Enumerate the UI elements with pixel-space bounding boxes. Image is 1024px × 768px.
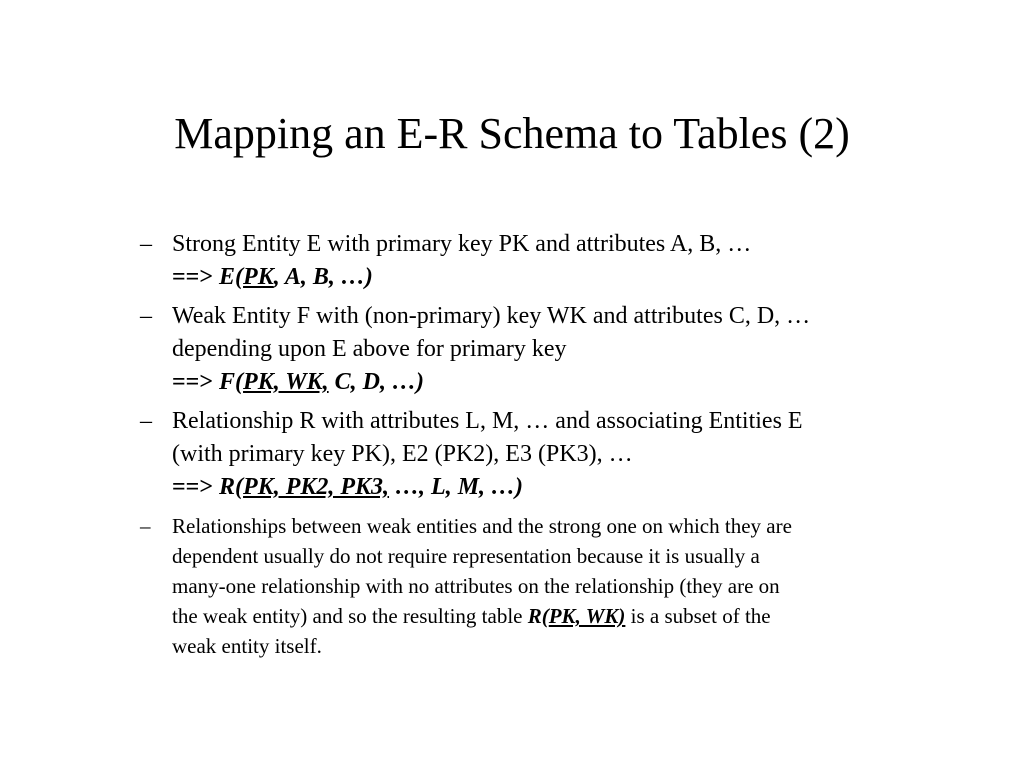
bullet-dash: – [140,408,152,434]
bullet-weak-relationship-note [132,511,972,661]
bullet-weak-entity [132,300,972,399]
bullet-text-line: (with primary key PK), E2 (PK2), E3 (PK3), … [172,441,633,467]
formula-rest: C, D, …) [328,369,424,395]
bullet-text-line: depending upon E above for primary key [172,336,567,362]
table-formula [528,604,626,628]
bullet-strong-entity [132,228,972,294]
bullet-text-line: many-one relationship with no attributes on the relationship (they are on [172,574,780,598]
bullet-text-line: Relationship R with attributes L, M, … and associating Entities E [172,408,803,434]
formula-prefix: R( [527,604,549,628]
bullet-text-line: Strong Entity E with primary key PK and attributes A, B, … [172,231,752,257]
table-formula [219,369,424,395]
mapping-line [172,261,972,294]
formula-rest: , A, B, …) [273,264,373,290]
formula-prefix: F( [219,369,244,395]
slide-title: Mapping an E-R Schema to Tables (2) [174,109,850,158]
table-formula [219,474,523,500]
formula-key: PK, PK2, PK3, [243,474,390,500]
formula-rest: …, L, M, …) [389,474,524,500]
formula-key: PK, WK) [548,604,626,628]
bullet-text-line: weak entity itself. [172,634,322,658]
table-formula [219,264,373,290]
formula-key: PK, WK, [243,369,329,395]
line-text-before: the weak entity) and so the resulting table [172,604,528,628]
bullet-text-line: Relationships between weak entities and the strong one on which they are [172,514,792,538]
formula-prefix: E( [219,264,244,290]
mapping-line [172,471,972,504]
line-text-after: is a subset of the [625,604,771,628]
mapping-line [172,366,972,399]
arrow-symbol: ==> [172,474,214,500]
arrow-symbol: ==> [172,369,214,395]
bullet-dash: – [140,514,151,538]
formula-key: PK [243,264,274,290]
bullet-relationship [132,405,972,504]
bullet-text-line: Weak Entity F with (non-primary) key WK and attributes C, D, … [172,303,811,329]
bullet-dash: – [140,231,152,257]
bullet-text-line-with-formula [172,601,972,631]
bullet-list [132,228,972,661]
bullet-dash: – [140,303,152,329]
formula-prefix: R( [219,474,244,500]
bullet-text-line: dependent usually do not require representation because it is usually a [172,544,760,568]
arrow-symbol: ==> [172,264,214,290]
